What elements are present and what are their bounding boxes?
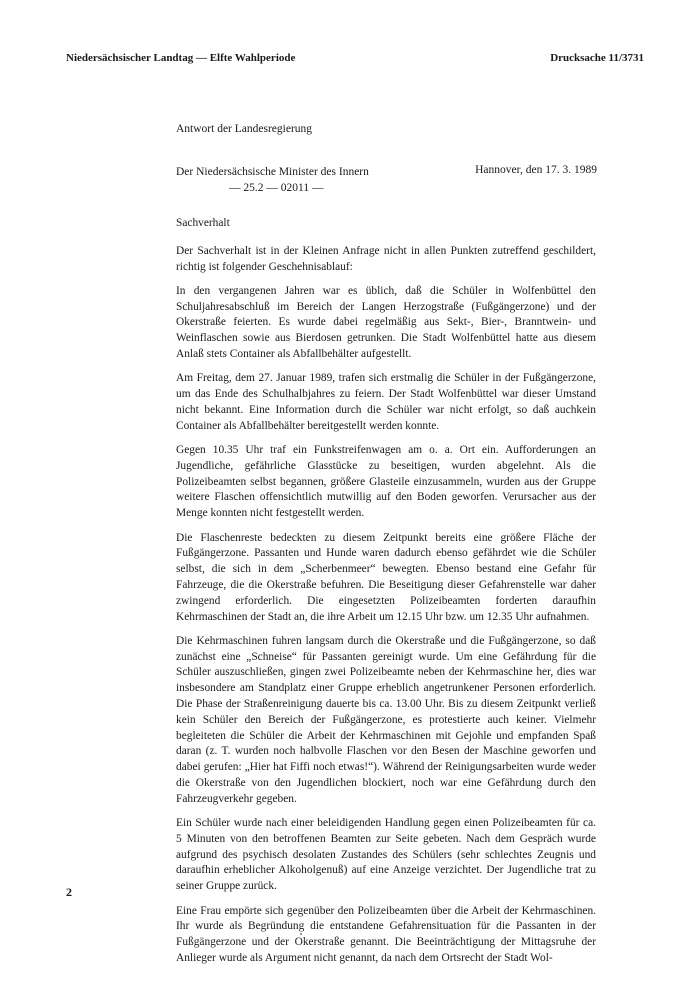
- sender-block: [176, 164, 369, 196]
- scan-dot: [300, 933, 302, 935]
- document-title: Antwort der Landesregierung: [176, 123, 313, 135]
- paragraph: Eine Frau empörte sich gegenüber den Polizeibeamten über die Arbeit der Kehrmaschinen. Ihr wurde als Begründung die entstandene Gefahrensituation für die Passanten in der Fußgängerzone und der Okerstraße genannt. Die Beeinträchtigung der Mittagsruhe der Anlieger wurde als Argument nicht genannt, da nach dem Ortsrecht der Stadt Wol-: [176, 904, 596, 964]
- paragraph: Gegen 10.35 Uhr traf ein Funkstreifenwagen am o. a. Ort ein. Aufforderungen an Jugendliche, gefährliche Glasstücke zu beseitigen, wurden abgelehnt. Als die Polizeibeamten selbst begannen, größere Glasteile einzusammeln, wurden aus der Gruppe weitere Flaschen offensichtlich mutwillig auf den Boden geworfen. Verursacher aus der Menge konnten nicht festgestellt werden.: [176, 444, 596, 520]
- paragraph: In den vergangenen Jahren war es üblich, daß die Schüler in Wolfenbüttel den Schuljahresabschluß im Bereich der Langen Herzogstraße (Fußgängerzone) und der Okerstraße feierten. Es wurde dabei regelmäßig aus Sekt-, Bier-, Branntwein- und Weinflaschen sowie aus Bierdosen getrunken. Die Stadt Wolfenbüttel hatte aus diesem Anlaß stets Container als Abfallbehälter aufgestellt.: [176, 284, 596, 361]
- page-number: 2: [66, 885, 72, 899]
- sender-name: Der Niedersächsische Minister des Innern: [176, 166, 369, 178]
- paragraph: Die Kehrmaschinen fuhren langsam durch die Okerstraße und die Fußgängerzone, so daß zunächst eine „Schneise“ für Passanten gereinigt wurde. Um eine Gefährdung für die Schüler auszuschließen, gingen zwei Polizeibeamte neben der Kehrmaschine her, dies war insbesondere am Standplatz einer Gruppe erheblich angetrunkener Personen erforderlich. Die Phase der Straßenreinigung dauerte bis ca. 13.00 Uhr. Bis zu diesem Zeitpunkt verließ kein Schüler den Bereich der Fußgängerzone, es protestierte auch keiner. Vielmehr begleiteten die Schüler die Arbeit der Kehrmaschinen mit Gejohle und empfanden Spaß daran (z. T. wurden noch halbvolle Flaschen vor den Besen der Maschine geworfen und dabei gerufen: „Hier hat Fiffi noch etwas!“). Während der Reinigungsarbeiten wurde weder die Okerstraße von den Jugendlichen blockiert, noch war eine Gefährdung durch den Fahrzeugverkehr gegeben.: [176, 634, 596, 805]
- paragraph: Die Flaschenreste bedeckten zu diesem Zeitpunkt bereits eine größere Fläche der Fußgängerzone. Passanten und Hunde waren dadurch ebenso gefährdet wie die Schüler selbst, die sich in dem „Scherbenmeer“ bewegten. Ebenso bestand eine Gefahr für Fahrzeuge, die die Okerstraße befuhren. Die Beseitigung dieser Gefahrenstelle war daher zwingend erforderlich. Die eingesetzten Polizeibeamten forderten daraufhin Kehrmaschinen der Stadt an, die ihre Arbeit um 12.15 Uhr bzw. um 12.35 Uhr aufnahmen.: [176, 531, 596, 623]
- body-text: [176, 216, 596, 975]
- section-heading: Sachverhalt: [176, 217, 230, 229]
- document-number: Drucksache 11/3731: [550, 52, 644, 64]
- paragraph: Am Freitag, dem 27. Januar 1989, trafen sich erstmalig die Schüler in der Fußgängerzone, um das Ende des Schulhalbjahres zu feiern. Der Stadt Wolfenbüttel war dieser Umstand nicht bekannt. Eine Information durch die Schüler war nicht erfolgt, so daß auchkein Container als Abfallbehälter bereitgestellt werden konnte.: [176, 372, 596, 432]
- parliament-title: Niedersächsischer Landtag — Elfte Wahlperiode: [66, 52, 296, 64]
- paragraph: Der Sachverhalt ist in der Kleinen Anfrage nicht in allen Punkten zutreffend geschildert, richtig ist folgender Geschehnisablauf:: [176, 244, 596, 273]
- sender-reference: — 25.2 — 02011 —: [229, 182, 324, 194]
- place-date: Hannover, den 17. 3. 1989: [475, 164, 597, 176]
- paragraph: Ein Schüler wurde nach einer beleidigenden Handlung gegen einen Polizeibeamten für ca. 5 Minuten von den betroffenen Beamten zur Seite gebeten. Nach dem Gespräch wurde aufgrund des psychisch desolaten Zustandes des Schülers (sehr schlechtes Zeugnis und daraufhin erheblicher Alkoholgenuß) auf eine Anzeige verzichtet. Der Jugendliche trat zu seiner Gruppe zurück.: [176, 817, 596, 893]
